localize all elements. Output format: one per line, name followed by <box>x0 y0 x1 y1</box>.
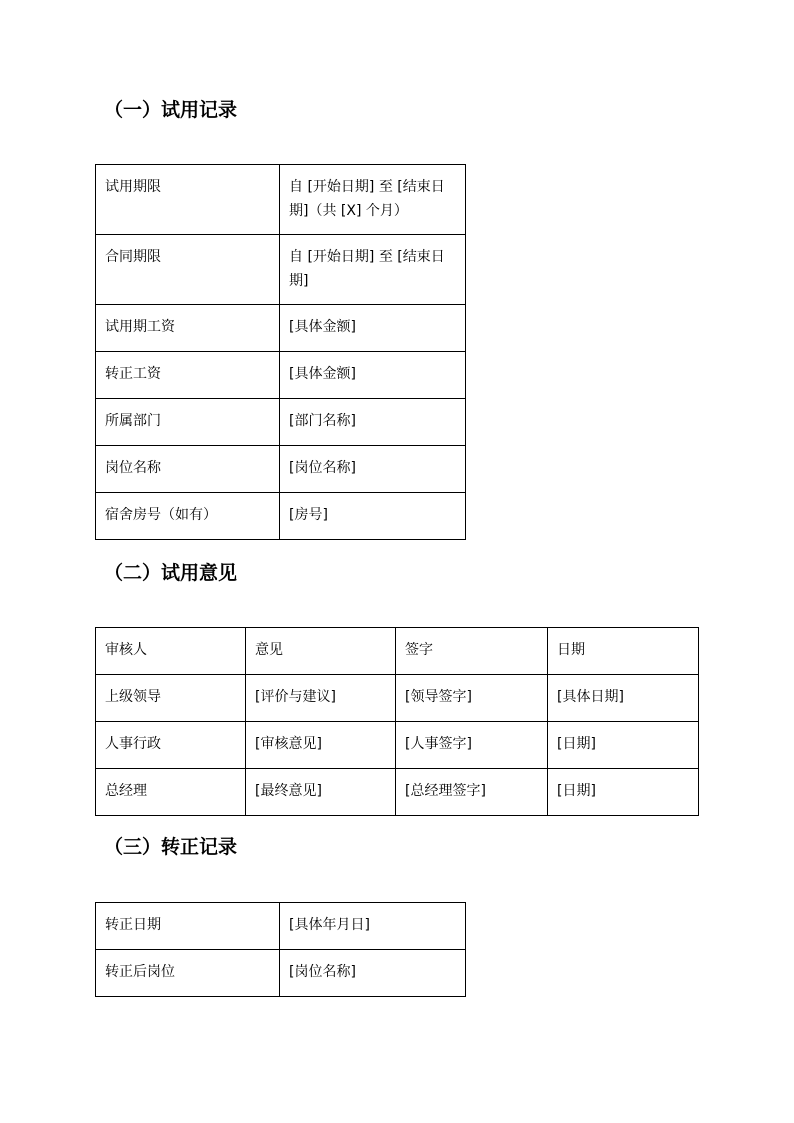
table-row <box>96 352 466 399</box>
table-cell: 人事行政 <box>96 722 246 769</box>
probation-record-table <box>95 164 466 540</box>
table-row <box>96 769 699 816</box>
table-cell: [总经理签字] <box>396 769 548 816</box>
table-cell: [日期] <box>548 769 699 816</box>
table-row <box>96 305 466 352</box>
header-cell-signature: 签字 <box>396 628 548 675</box>
table-cell: 上级领导 <box>96 675 246 722</box>
table-row <box>96 903 466 950</box>
label-cell: 转正后岗位 <box>96 950 280 997</box>
table-cell: [领导签字] <box>396 675 548 722</box>
table-cell: [评价与建议] <box>246 675 396 722</box>
table-row <box>96 235 466 305</box>
header-cell-opinion: 意见 <box>246 628 396 675</box>
value-cell: 自 [开始日期] 至 [结束日期]（共 [X] 个月） <box>280 165 466 235</box>
section-3-heading: （三）转正记录 <box>104 836 238 858</box>
table-row <box>96 399 466 446</box>
value-cell: [部门名称] <box>280 399 466 446</box>
table-cell: 总经理 <box>96 769 246 816</box>
section-2-heading: （二）试用意见 <box>104 562 238 584</box>
value-cell: [岗位名称] <box>280 950 466 997</box>
table-cell: [日期] <box>548 722 699 769</box>
table-cell: [审核意见] <box>246 722 396 769</box>
table-row <box>96 165 466 235</box>
table-row <box>96 950 466 997</box>
header-cell-date: 日期 <box>548 628 699 675</box>
header-cell-reviewer: 审核人 <box>96 628 246 675</box>
table-row <box>96 493 466 540</box>
label-cell: 试用期工资 <box>96 305 280 352</box>
value-cell: [具体年月日] <box>280 903 466 950</box>
label-cell: 试用期限 <box>96 165 280 235</box>
value-cell: [具体金额] <box>280 352 466 399</box>
value-cell: [房号] <box>280 493 466 540</box>
table-cell: [最终意见] <box>246 769 396 816</box>
regularization-record-table <box>95 902 466 997</box>
value-cell: 自 [开始日期] 至 [结束日期] <box>280 235 466 305</box>
value-cell: [具体金额] <box>280 305 466 352</box>
value-cell: [岗位名称] <box>280 446 466 493</box>
section-1-heading: （一）试用记录 <box>104 99 238 121</box>
label-cell: 合同期限 <box>96 235 280 305</box>
probation-opinion-table <box>95 627 699 816</box>
label-cell: 岗位名称 <box>96 446 280 493</box>
table-header-row <box>96 628 699 675</box>
label-cell: 所属部门 <box>96 399 280 446</box>
label-cell: 转正日期 <box>96 903 280 950</box>
table-row <box>96 675 699 722</box>
table-cell: [具体日期] <box>548 675 699 722</box>
table-row <box>96 722 699 769</box>
table-row <box>96 446 466 493</box>
table-cell: [人事签字] <box>396 722 548 769</box>
label-cell: 宿舍房号（如有） <box>96 493 280 540</box>
label-cell: 转正工资 <box>96 352 280 399</box>
